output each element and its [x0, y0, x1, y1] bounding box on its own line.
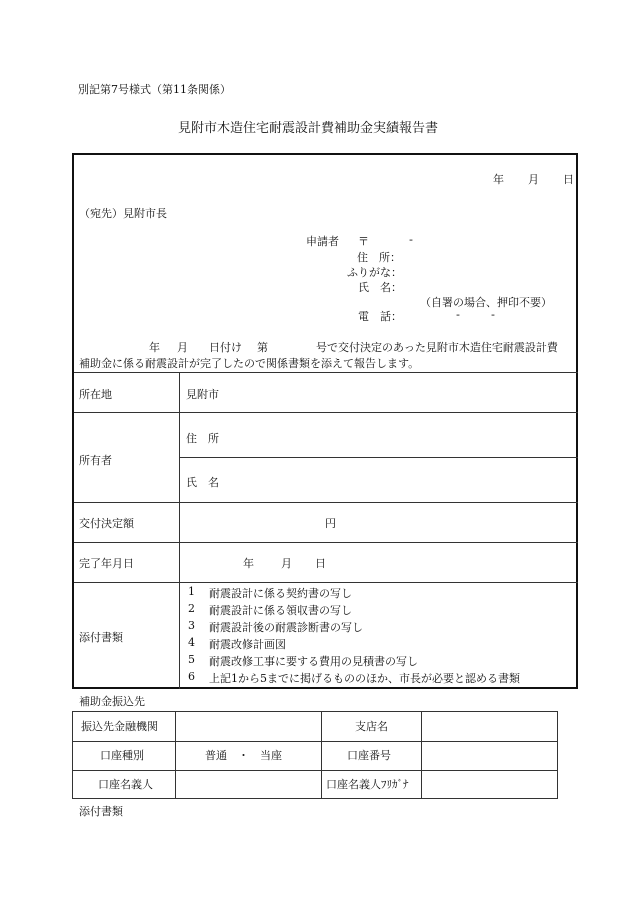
completion-day: 日	[315, 557, 326, 570]
label-column-rule	[179, 372, 180, 689]
date-month: 月	[528, 173, 539, 186]
attachment-item-1: 耐震設計に係る契約書の写し	[209, 587, 352, 600]
rule-after-location	[74, 412, 578, 413]
grant-amount-label: 交付決定額	[79, 517, 134, 530]
holder-kana-label: 口座名義人ﾌﾘｶﾞﾅ	[326, 778, 409, 791]
body-day: 日付け	[209, 341, 242, 354]
attachment-num-6: 6	[188, 670, 195, 683]
bank-col-rule-3	[421, 712, 422, 798]
attachment-item-6: 上記1から5までに掲げるもののほか、市長が必要と認める書類	[209, 672, 520, 685]
attachment-num-1: 1	[188, 585, 195, 598]
holder-label: 口座名義人	[98, 778, 153, 791]
body-year: 年	[149, 341, 160, 354]
attachment-num-5: 5	[188, 653, 195, 666]
page-title: 見附市木造住宅耐震設計費補助金実績報告書	[178, 121, 439, 136]
rule-after-owner	[74, 502, 578, 503]
institution-label: 振込先金融機関	[81, 720, 158, 733]
body-line1: 号で交付決定のあった見附市木造住宅耐震設計費	[316, 341, 558, 354]
attachment-item-2: 耐震設計に係る領収書の写し	[209, 604, 352, 617]
attachments-label: 添付書類	[79, 631, 123, 644]
account-type-value: 普通 ・ 当座	[205, 749, 282, 762]
bank-row-rule-1	[73, 741, 557, 742]
footer-attachments-note: 添付書類	[79, 805, 123, 818]
completion-year: 年	[243, 557, 254, 570]
address-label: 住 所：	[357, 251, 401, 264]
addressee: （宛先）見附市長	[79, 207, 167, 220]
completion-month: 月	[281, 557, 292, 570]
name-label: 氏 名：	[358, 281, 402, 294]
phone-dash-1: -	[456, 308, 460, 321]
furigana-label: ふりがな：	[347, 266, 402, 279]
bank-row-rule-2	[73, 770, 557, 771]
completion-label: 完了年月日	[79, 557, 134, 570]
owner-label: 所有者	[79, 454, 112, 467]
owner-address-label: 住 所	[186, 432, 219, 445]
date-day: 日	[563, 173, 574, 186]
attachment-num-3: 3	[188, 619, 195, 632]
phone-label: 電 話：	[358, 310, 402, 323]
date-year: 年	[493, 173, 504, 186]
attachment-num-4: 4	[188, 636, 195, 649]
attachment-item-3: 耐震設計後の耐震診断書の写し	[209, 621, 363, 634]
bank-section-title: 補助金振込先	[79, 695, 145, 708]
postal-mark: 〒	[358, 235, 369, 248]
postal-dash: -	[409, 233, 413, 246]
account-number-label: 口座番号	[347, 749, 391, 762]
bank-col-rule-2	[321, 712, 322, 798]
rule-after-body	[74, 372, 578, 373]
rule-owner-split	[179, 457, 578, 458]
attachment-item-4: 耐震改修計画図	[209, 638, 286, 651]
rule-after-completion	[74, 582, 578, 583]
form-reference: 別記第7号様式（第11条関係）	[78, 83, 231, 96]
location-value: 見附市	[186, 388, 219, 401]
account-type-label: 口座種別	[100, 749, 144, 762]
body-number-prefix: 第	[257, 341, 268, 354]
phone-dash-2: -	[491, 308, 495, 321]
signature-note: （自署の場合、押印不要）	[420, 296, 552, 309]
applicant-label: 申請者	[306, 235, 339, 248]
body-month: 月	[177, 341, 188, 354]
bank-col-rule-1	[175, 712, 176, 798]
branch-label: 支店名	[355, 720, 388, 733]
body-line2: 補助金に係る耐震設計が完了したので関係書類を添えて報告します。	[79, 357, 420, 370]
location-label: 所在地	[79, 388, 112, 401]
rule-after-grant	[74, 542, 578, 543]
attachment-item-5: 耐震改修工事に要する費用の見積書の写し	[209, 655, 418, 668]
attachment-num-2: 2	[188, 602, 195, 615]
grant-amount-unit: 円	[325, 517, 336, 530]
owner-name-label: 氏 名	[186, 476, 219, 489]
